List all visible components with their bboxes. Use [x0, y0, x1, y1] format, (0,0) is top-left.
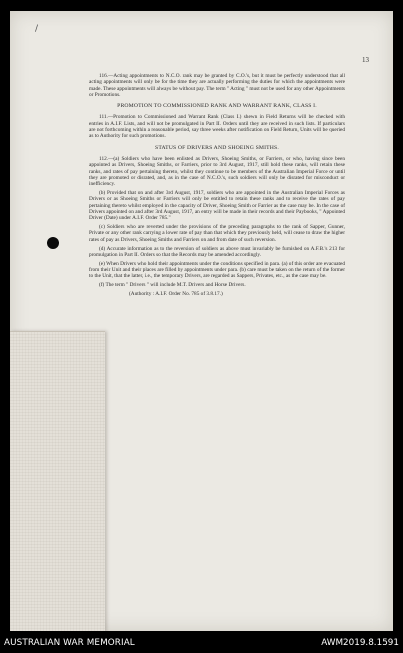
footer-bar [0, 631, 403, 653]
paragraph-112e: (e) When Drivers who hold their appointments under the conditions specified in para. (a) of this order are evacuated from their Unit and their places are filled by appointments under para. (b) care must be taken on the return of the former to the Unit, that the latter, i.e., the temporary Drivers, are regarded as Sappers, Privates, etc., as the case may be. [89, 260, 345, 280]
paragraph-112a: 112.—(a) Soldiers who have been enlisted as Drivers, Shoeing Smiths, or Farriers, or who, having since been appointed as Drivers, Shoeing Smiths, or Farriers, prior to 3rd August, 1917, still hold these ranks, will retain these ranks, and rates of pay pertaining thereto, whilst they continue to be members of the Australian Imperial Force or until they are promoted or disrated, and, as in the case of N.C.O.'s, such soldiers will only be disrated for misconduct or inefficiency. [89, 155, 345, 188]
paragraph-111: 111.—Promotion to Commissioned and Warrant Rank (Class I.) shewn in Field Returns will be checked with entries in A.I.F. Lists, and will not be promulgated in Part II. Orders until they are received in such lists. If particulars are not forthcoming within a reasonable period, say three weeks after notification on Field Return, Units will be queried as to Authority for such promotions. [89, 114, 345, 140]
paragraph-112c: (c) Soldiers who are reverted under the provisions of the preceding paragraphs to the rank of Sapper, Gunner, Private or any other rank carrying a lower rate of pay than that which they previously held, will cease to draw the higher rates of pay as Drivers, Shoeing Smiths and Farriers on and from date of such reversion. [89, 224, 345, 243]
document-body [89, 73, 345, 300]
paragraph-112f: (f) The term " Drivers " will include M.T. Drivers and Horse Drivers. [99, 282, 246, 289]
authority-note: (Authority : A.I.F. Order No. 785 of 3.8.17.) [129, 291, 223, 298]
footer-accession-number: AWM2019.8.1591 [321, 638, 399, 648]
folded-paper-flap [10, 331, 105, 632]
paragraph-116: 116.—Acting appointments to N.C.O. rank may be granted by C.O.'s, but it must be perfectly understood that all acting appointments will only be for the time they are actually performing the duties for which the appointments were made. These appointments will always be without pay. The term " Acting " must not be used for any other Appointments or Promotions. [89, 73, 345, 98]
paragraph-112b: (b) Provided that on and after 3rd August, 1917, soldiers who are appointed in the Australian Imperial Forces as Drivers or as Shoeing Smiths or Farriers will only be entitled to retain these ranks and to receive the rates of pay pertaining thereto whilst employed in the capacity of Driver, Shoeing Smith or Farrier as the case may be. In the case of Drivers appointed on and after 3rd August, 1917, an entry will be made in their records and their Paybooks, " Appointed Driver (Date) under A.I.F. Order 785." [89, 190, 345, 222]
page-number: 13 [362, 56, 369, 64]
punch-hole [47, 237, 59, 249]
footer-institution: AUSTRALIAN WAR MEMORIAL [4, 638, 135, 648]
section-heading-promotion: PROMOTION TO COMMISSIONED RANK AND WARRANT RANK, CLASS I. [117, 103, 317, 110]
section-heading-drivers: STATUS OF DRIVERS AND SHOEING SMITHS. [155, 144, 279, 151]
pencil-mark: / [35, 24, 39, 34]
paragraph-112d: (d) Accurate information as to the reversion of soldiers as above must invariably be furnished on A.F.B.'s 213 for promulgation in Part II. Orders so that the Records may be amended accordingly. [89, 245, 345, 258]
